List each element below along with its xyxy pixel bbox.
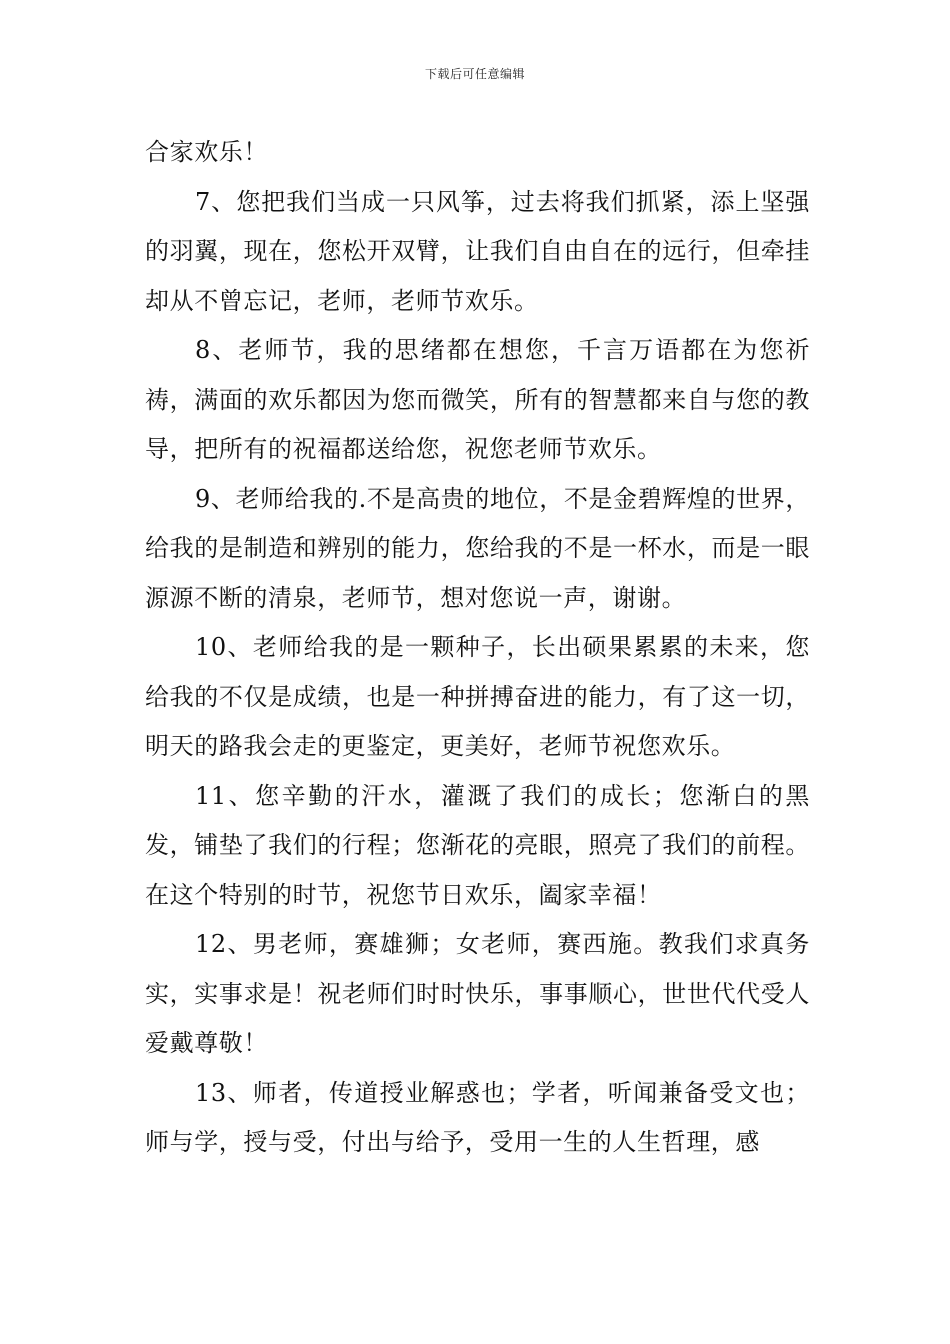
paragraph-11: 11、您辛勤的汗水，灌溉了我们的成长；您渐白的黑发，铺垫了我们的行程；您渐花的亮眼，照亮了我们的前程。在这个特别的时节，祝您节日欢乐，阖家幸福！ bbox=[145, 781, 810, 909]
paragraph-12: 12、男老师，赛雄狮；女老师，赛西施。教我们求真务实，实事求是！祝老师们时时快乐，事事顺心，世世代代受人爱戴尊敬！ bbox=[145, 930, 810, 1057]
paragraph-7: 7、您把我们当成一只风筝，过去将我们抓紧，添上坚强的羽翼，现在，您松开双臂，让我们自由自在的远行，但牵挂却从不曾忘记，老师，老师节欢乐。 bbox=[145, 187, 810, 315]
page-header: 下载后可任意编辑 bbox=[424, 67, 525, 81]
paragraph-9: 9、老师给我的.不是高贵的地位，不是金碧辉煌的世界，给我的是制造和辨别的能力，您给我的不是一杯水，而是一眼源源不断的清泉，老师节，想对您说一声，谢谢。 bbox=[145, 484, 810, 612]
paragraph-8: 8、老师节，我的思绪都在想您，千言万语都在为您祈祷，满面的欢乐都因为您而微笑，所有的智慧都来自与您的教导，把所有的祝福都送给您，祝您老师节欢乐。 bbox=[145, 336, 810, 463]
paragraph-13: 13、师者，传道授业解惑也；学者，听闻兼备受文也；师与学，授与受，付出与给予，受用一生的人生哲理，感 bbox=[145, 1078, 810, 1156]
document-body bbox=[145, 128, 810, 1168]
paragraph-continuation: 合家欢乐！ bbox=[145, 138, 268, 166]
paragraph-10: 10、老师给我的是一颗种子，长出硕果累累的未来，您给我的不仅是成绩，也是一种拼搏奋进的能力，有了这一切，明天的路我会走的更鉴定，更美好，老师节祝您欢乐。 bbox=[145, 633, 810, 760]
